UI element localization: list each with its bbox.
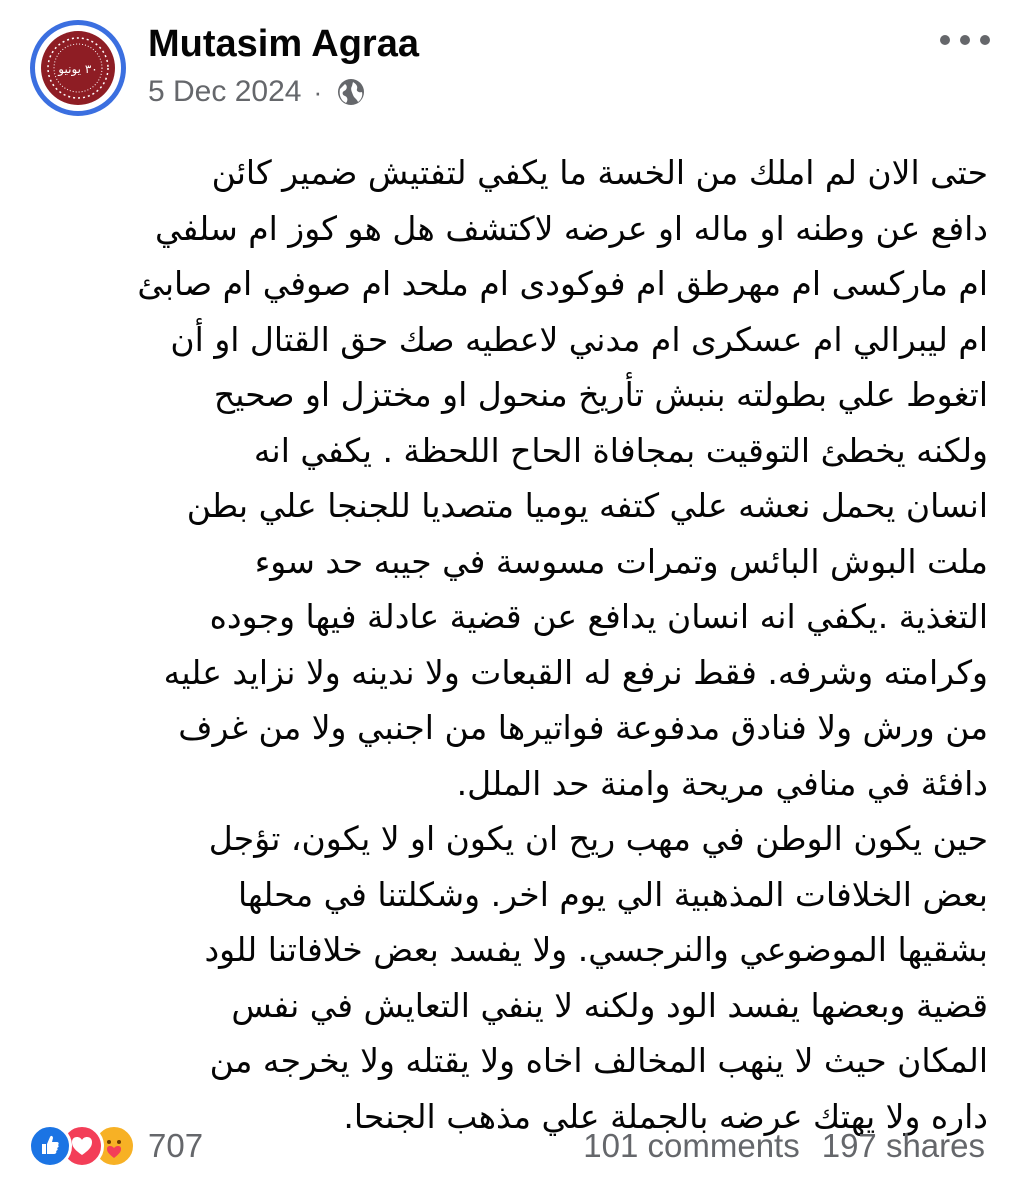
comments-count[interactable]: 101 comments	[583, 1127, 800, 1164]
avatar-text: ٣٠ يونيو	[58, 62, 98, 76]
post-text-line: دافئة في منافي مريحة وامنة حد الملل.	[456, 763, 988, 803]
post-text-line: انسان يحمل نعشه علي كتفه يوميا متصديا للجنجا علي بطن	[186, 486, 988, 525]
post-text-line: ام ماركسى ام مهرطق ام فوكودى ام ملحد ام صوفي ام صابئ	[137, 264, 988, 303]
post-text-line: ولكنه يخطئ التوقيت بمجافاة الحاح اللحظة . يكفي انه	[253, 430, 988, 470]
post-text-line: قضية وبعضها يفسد الود ولكنه لا ينفي التعايش في نفس	[231, 985, 988, 1025]
post-body	[28, 145, 988, 1144]
post-text-line: حتى الان لم املك من الخسة ما يكفي لتفتيش ضمير كائن	[211, 153, 988, 192]
post-meta	[148, 72, 366, 112]
engagement-counts	[583, 1124, 985, 1168]
post-footer	[0, 1118, 1015, 1178]
post-text-line: بشقيها الموضوعي والنرجسي. ولا يفسد بعض خلافاتنا للود	[204, 930, 988, 969]
meta-separator: ·	[313, 76, 323, 107]
post-text-line: بعض الخلافات المذهبية الي يوم اخر. وشكلتنا في محلها	[237, 874, 988, 914]
post-text-line: ملت البوش البائس وتمرات مسوسة في جيبه حد سوء	[254, 541, 988, 581]
post-text-line: داره ولا يهتك عرضه بالجملة علي مذهب الجنحا.	[343, 1096, 988, 1136]
dot-icon	[940, 35, 950, 45]
more-options-button[interactable]	[940, 30, 990, 50]
like-icon	[28, 1124, 72, 1168]
post-text-line: من ورش ولا فنادق مدفوعة فواتيرها من اجنبي ولا من غرف	[178, 708, 988, 747]
author-name[interactable]: Mutasim Agraa	[148, 23, 419, 65]
post-text-line: دافع عن وطنه او ماله او عرضه لاكتشف هل هو كوز ام سلفي	[154, 208, 988, 248]
avatar[interactable]	[30, 20, 126, 116]
shares-count[interactable]: 197 shares	[821, 1127, 985, 1164]
reaction-count[interactable]: 707	[148, 1127, 204, 1164]
post-header	[0, 0, 1015, 125]
post-text-line: ام ليبرالي ام عسكرى ام مدني لاعطيه صك حق القتال او أن	[170, 319, 988, 359]
post-text-line: التغذية .يكفي انه انسان يدافع عن قضية عادلة فيها وجوده	[209, 597, 988, 636]
post-text-line: المكان حيث لا ينهب المخالف اخاه ولا يقتله ولا يخرجه من	[209, 1041, 988, 1080]
avatar-emblem-icon	[41, 31, 115, 105]
post-text-line: اتغوط علي بطولته بنبش تأريخ منحول او مختزل او صحيح	[213, 375, 988, 414]
post-text-line: حين يكون الوطن في مهب ريح ان يكون او لا يكون، تؤجل	[208, 819, 988, 858]
reactions-summary[interactable]	[28, 1124, 203, 1168]
post-text-line: وكرامته وشرفه. فقط نرفع له القبعات ولا ندينه ولا نزايد عليه	[163, 652, 988, 692]
post-date[interactable]: 5 Dec 2024	[148, 75, 302, 108]
globe-icon[interactable]	[336, 77, 366, 107]
avatar-image	[41, 31, 115, 105]
dot-icon	[980, 35, 990, 45]
dot-icon	[960, 35, 970, 45]
